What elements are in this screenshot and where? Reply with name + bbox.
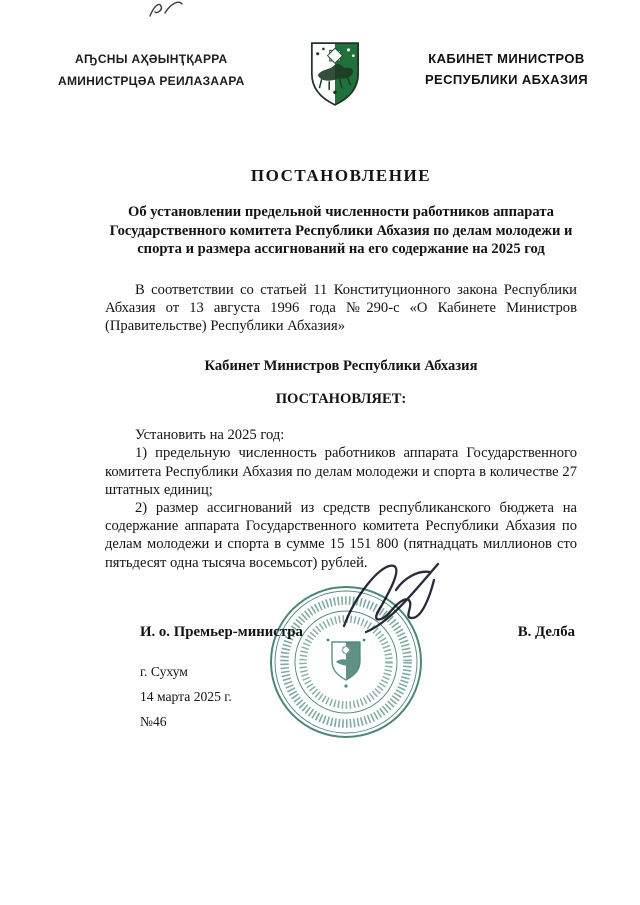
resolves-heading: ПОСТАНОВЛЯЕТ: [275,391,407,408]
resolution-paragraphs [105,426,577,572]
org-right-line2: РЕСПУБЛИКИ АБХАЗИЯ [424,72,588,87]
org-left-line1: АҦСНЫ АҲӘЫНҬҚАРРА [75,52,228,66]
preamble-paragraph: В соответствии со статьей 11 Конституционного закона Республики Абхазия от 13 августа 1996 года №290-с «О Кабинете Министров (Правительстве) Республики Абхазия» [105,281,577,334]
document-subject: Об установлении предельной численности работников аппарата Государственного комитета Республики Абхазия по делам молодежи и спорта и размера ассигнований на его содержание на 2025 год [109,204,573,257]
document-header [58,40,588,113]
body-paragraph: Установить на 2025 год: [135,427,285,444]
signatory-title: И. о. Премьер-министра [140,623,303,640]
org-name-russian [425,48,588,90]
pen-mark [142,0,202,20]
document-title: ПОСТАНОВЛЕНИЕ [250,166,432,185]
document-number: №46 [140,713,167,729]
org-name-abkhazian [58,48,245,92]
issuing-body: Кабинет Министров Республики Абхазия [204,358,478,375]
date-line: 14 марта 2025 г. [140,688,232,704]
org-right-line1: КАБИНЕТ МИНИСТРОВ [428,51,585,66]
official-seal-stamp [266,582,426,742]
signatory-name: В. Делба [517,623,575,640]
body-paragraph: 2) размер ассигнований из средств республиканского бюджета на содержание аппарата Государственного комитета Республики Абхазия по делам молодежи и спорта в сумме 15 151 800 (пятнадцать миллионов сто пятьдесят одна тысяча восемьсот) рублей. [105,499,577,571]
place-line: г. Сухум [140,663,188,679]
org-left-line2: АМИНИСТРЦӘА РЕИЛАЗААРА [58,74,245,88]
coat-of-arms-icon [308,40,362,113]
body-paragraph: 1) предельную численность работников аппарата Государственного комитета Республики Абхазия по делам молодежи и спорта в количестве 27 штатных единиц; [105,445,577,498]
